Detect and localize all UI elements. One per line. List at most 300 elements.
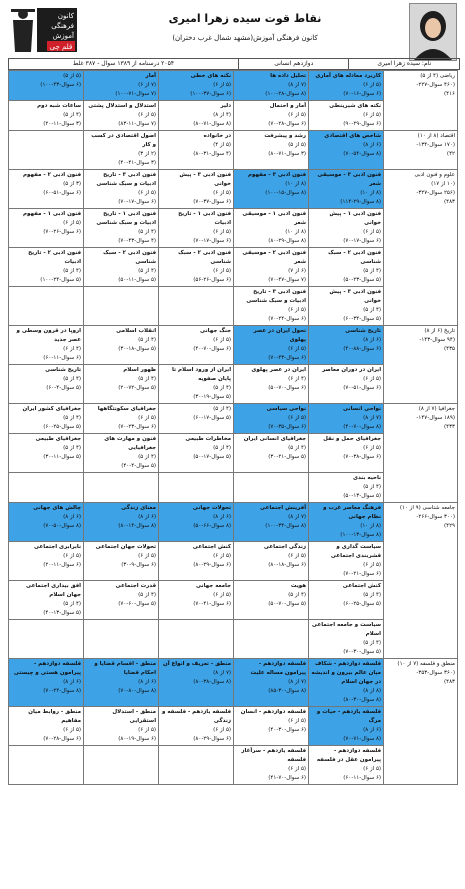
topic-score: (۵ از ۶) xyxy=(213,592,232,598)
topic-name: مخاطرات طبیعی xyxy=(185,436,232,442)
topic-cell xyxy=(309,170,384,209)
topic-score: (۵ از ۶) xyxy=(138,727,157,733)
topic-score: (۶ سوال-۲۹-۸۰) xyxy=(193,736,232,742)
topic-score: (۵ از ۶) xyxy=(213,268,232,274)
topic-cell xyxy=(84,365,159,404)
topic-score: (۵ از ۶) xyxy=(363,229,382,235)
topic-score: (۳ سوال-۱۱-۲۰) xyxy=(43,121,82,127)
topic-cell xyxy=(84,581,159,620)
topic-name: شاخص های اقتصادی xyxy=(324,133,382,139)
topic-score: (۸ سوال-۳۰-۸۵) xyxy=(268,688,307,694)
topic-score: (۶ از ۸) xyxy=(363,337,382,343)
topic-score: (۴ از ۵) xyxy=(363,640,382,646)
subject-text: (۱۷۰ سوال-۱۳۴- xyxy=(416,142,455,148)
topic-cell xyxy=(234,659,309,707)
topic-score: (۶ از ۸) xyxy=(63,679,82,685)
topic-cell xyxy=(84,404,159,434)
topic-score: (۵ از ۶) xyxy=(213,82,232,88)
topic-name: کنش اجتماعی xyxy=(342,583,382,589)
topic-score: (۵ از ۶) xyxy=(363,82,382,88)
topic-name: فنون ادبی ۲ - سبک شناسی xyxy=(103,250,157,265)
topic-score: (۶ از ۷) xyxy=(288,268,307,274)
topic-name: چالش های جهانی xyxy=(33,505,82,511)
topic-name: منطق - اقسام قضایا و احکام قضایا xyxy=(94,661,157,676)
topic-cell xyxy=(9,287,84,326)
topic-score: (۵ از ۶) xyxy=(288,766,307,772)
topic-cell xyxy=(84,71,159,101)
topic-score: (۴ از ۵) xyxy=(138,229,157,235)
topic-name: ایران در دوران معاصر xyxy=(322,367,382,373)
topic-score: (۸ سوال-۱۵-۱۰۰) xyxy=(265,190,307,196)
topic-score: (۶ سوال-۷۰-۴۱) xyxy=(268,775,307,781)
topic-name: فنون ادبی ۲ - مفهوم xyxy=(22,172,82,178)
subject-text: (۲۵۶ سوال-۳۲۷- xyxy=(416,190,455,196)
topic-cell xyxy=(84,542,159,581)
topic-score: (۶ سوال-۳۷-۷۰) xyxy=(193,199,232,205)
topic-score: (۸ سوال-۶۶-۵۰) xyxy=(193,523,232,529)
topic-cell xyxy=(159,473,234,503)
topic-score: (۴ از ۵) xyxy=(363,307,382,313)
report-title: نقاط قوت سیده زهرا امیری xyxy=(168,12,322,25)
topic-score: (۸ سوال-۳۴-۱۰۰) xyxy=(265,523,307,529)
topic-name: فنون ادبی ۳ - پیش خوانی xyxy=(179,172,232,187)
topic-score: (۵ سوال-۱۷-۵۰) xyxy=(193,454,232,460)
topic-cell xyxy=(309,287,384,326)
topic-score: (۵ سوال-۷۲-۲۰) xyxy=(118,385,157,391)
topic-score: (۸ سوال-۲۹-۱۱۴) xyxy=(340,199,382,205)
topic-score: (۴ از ۵) xyxy=(138,376,157,382)
topic-score: (۷ سوال-۷۱-۱۰۰) xyxy=(115,91,157,97)
topic-score: (۸ از ۸) xyxy=(363,688,382,694)
subject-text: (۳۶۰ سوال-۳۵۳- xyxy=(416,670,455,676)
topic-name: نواحی سیاسی xyxy=(266,406,307,412)
topic-cell xyxy=(9,101,84,131)
topic-score: (۵ از ۶) xyxy=(288,415,307,421)
subject-cell xyxy=(384,404,458,503)
topic-score: (۵ از ۴) xyxy=(213,142,232,148)
topic-score: (۶ سوال-۲۹-۸۰) xyxy=(193,562,232,568)
topic-name: افق بیداری اجتماعی جهان اسلام xyxy=(26,583,82,598)
topic-score: (۴ از ۵) xyxy=(138,454,157,460)
topic-score: (۸ سوال-۳۰-۸۰) xyxy=(343,697,382,703)
topic-score: (۸ سوال-۵۰-۷۰) xyxy=(43,523,82,529)
topic-name: فلسفه یازدهم - حیات و مرگ xyxy=(316,709,382,724)
topic-cell xyxy=(309,707,384,746)
topic-cell xyxy=(309,434,384,473)
topic-name: اصول اقتصادی در کسب و کار xyxy=(91,133,157,148)
topic-score: (۴ از ۵) xyxy=(288,445,307,451)
strengths-table xyxy=(8,70,458,785)
topic-name: ظهور اسلام xyxy=(123,367,157,373)
topic-name: فنون و مهارت های جغرافیایی xyxy=(104,436,157,451)
topic-score: (۵ سوال-۲۵-۶۰) xyxy=(343,601,382,607)
topic-score: (۵ سوال-۳۴-۶۰) xyxy=(343,316,382,322)
topic-score: (۴ از ۵) xyxy=(63,268,82,274)
topic-name: آمار و احتمال xyxy=(269,103,307,109)
topic-name: نابرابری اجتماعی xyxy=(33,544,82,550)
topic-name: رشد و پیشرفت xyxy=(264,133,307,139)
topic-score: (۵ از ۶) xyxy=(363,112,382,118)
topic-cell xyxy=(234,170,309,209)
topic-score: (۶ سوال-۱۱-۲۰) xyxy=(43,562,82,568)
topic-score: (۵ از ۶) xyxy=(363,376,382,382)
topic-name: قدرت اجتماعی xyxy=(115,583,157,589)
topic-cell xyxy=(234,746,309,785)
topic-score: (۶ سوال-۱۷-۷۰) xyxy=(193,238,232,244)
topic-score: (۴ از ۶) xyxy=(288,376,307,382)
topic-score: (۵ از ۶) xyxy=(138,553,157,559)
topic-score: (۴ سوال-۳۱-۸۰) xyxy=(193,151,232,157)
student-stats: ۲۰۵۴ درسنامه از ۱۳۸۹ سوال - ۳۸۷ غلط xyxy=(72,60,175,67)
topic-cell xyxy=(234,131,309,170)
topic-cell xyxy=(9,473,84,503)
topic-name: منطق - روابط میان مفاهیم xyxy=(28,709,82,724)
topic-score: (۶ از ۸) xyxy=(63,514,82,520)
table-row xyxy=(9,131,458,170)
topic-name: تحلیل داده ها xyxy=(270,73,307,79)
topic-score: (۳ سوال-۷۱-۸۰) xyxy=(268,151,307,157)
topic-score: (۸ سوال-۷۱-۷۰) xyxy=(343,736,382,742)
topic-score: (۶ سوال-۱۶-۷۰) xyxy=(343,91,382,97)
topic-cell xyxy=(159,131,234,170)
topic-score: (۷ از ۸) xyxy=(288,82,307,88)
student-photo xyxy=(409,3,457,61)
topic-score: (۶ سوال-۳۵-۷۰) xyxy=(268,424,307,430)
topic-score: (۷ سوال-۴۷-۷۰) xyxy=(268,277,307,283)
topic-cell xyxy=(159,581,234,620)
topic-score: (۵ سوال-۱۱-۳۰) xyxy=(43,454,82,460)
topic-score: (۸ سوال-۲۴-۷۰) xyxy=(43,688,82,694)
topic-score: (۶ از ۸) xyxy=(363,727,382,733)
subject-text: (۳۰۰ سوال-۲۶۶- xyxy=(416,514,455,520)
topic-score: (۴ از ۸) xyxy=(213,112,232,118)
topic-cell xyxy=(159,542,234,581)
topic-score: (۷ از ۸) xyxy=(363,415,382,421)
topic-score: (۵ از ۶) xyxy=(213,337,232,343)
topic-name: فلسفه دوازدهم - پیرامون هستی و چیستی xyxy=(13,661,82,676)
topic-name: جامعه جهانی xyxy=(195,583,232,589)
topic-cell xyxy=(309,503,384,542)
topic-cell xyxy=(84,659,159,707)
topic-cell xyxy=(234,287,309,326)
topic-cell xyxy=(159,434,234,473)
topic-cell xyxy=(9,503,84,542)
topic-score: (۵ از ۶) xyxy=(138,415,157,421)
topic-cell xyxy=(309,620,384,659)
subject-text: تاریخ (۶ از ۸) xyxy=(424,328,455,334)
topic-cell xyxy=(84,434,159,473)
topic-score: (۸ از ۱۰) xyxy=(360,190,382,196)
topic-score: (۸ از ۱۰) xyxy=(285,181,307,187)
topic-name: فنون ادبی ۲ - سبک شناسی xyxy=(178,250,232,265)
topic-score: (۶ از ۸) xyxy=(213,514,232,520)
topic-name: فنون ادبی ۲ - موسیقی شعر xyxy=(242,250,307,265)
topic-name: منطق - تعریف و انواع آن xyxy=(163,661,232,667)
table-row xyxy=(9,170,458,209)
subject-text: جغرافیا (۷ از ۸) xyxy=(418,406,455,412)
report-subtitle: کانون فرهنگی آموزش(مشهد شمال غرب دختران) xyxy=(172,34,318,42)
topic-cell xyxy=(9,581,84,620)
topic-name: کاربرد معادله های آماری xyxy=(315,73,382,79)
topic-score: (۵ از ۶) xyxy=(138,112,157,118)
topic-score: (۵ از ۶) xyxy=(213,190,232,196)
topic-name: کنش اجتماعی xyxy=(192,544,232,550)
topic-cell xyxy=(9,248,84,287)
subject-cell xyxy=(384,326,458,404)
topic-name: فنون ادبی ۱ - تاریخ ادبیات و سبک شناسی xyxy=(96,211,157,226)
table-row xyxy=(9,503,458,542)
topic-score: (۵ از ۶) xyxy=(288,718,307,724)
topic-cell xyxy=(159,287,234,326)
topic-score: (۵ سوال-۱۳-۴۰) xyxy=(43,610,82,616)
svg-text:آموزش: آموزش xyxy=(52,32,74,40)
topic-score: (۵ سوال-۲۳-۵۰) xyxy=(343,277,382,283)
subject-text: ۴۲۹) xyxy=(443,523,455,529)
topic-score: (۶ سوال-۲۱-۷۰) xyxy=(343,571,382,577)
topic-score: (۶ سوال-۳۸-۷۰) xyxy=(343,454,382,460)
topic-name: فنون ادبی ۱ - مفهوم xyxy=(22,211,82,217)
topic-score: (۶ سوال-۱۸-۸۰) xyxy=(268,562,307,568)
topic-score: (۶ سوال-۳۷-۱۰۰) xyxy=(190,91,232,97)
topic-cell xyxy=(309,542,384,581)
table-row xyxy=(9,326,458,365)
topic-score: (۶ سوال-۷۰-۴۰) xyxy=(193,346,232,352)
topic-cell xyxy=(159,209,234,248)
subject-text: (۴۶۰ سوال-۲۲۷- xyxy=(416,82,455,88)
topic-score: (۶ سوال-۷۰-۵۰) xyxy=(268,385,307,391)
topic-score: (۵ سوال-۲۵-۶۰) xyxy=(43,424,82,430)
topic-name: فنون ادبی ۳ - تاریخ ادبیات و سبک شناسی xyxy=(246,289,307,304)
topic-score: (۶ سوال-۱۱-۶۰) xyxy=(43,355,82,361)
subject-text: ۴۱۶) xyxy=(443,91,455,97)
subject-cell xyxy=(384,131,458,170)
topic-name: آفرینش اجتماعی xyxy=(260,505,307,511)
topic-name: تاریخ شناسی xyxy=(345,328,382,334)
topic-name: فنون ادبی ۱ - پیش خوانی xyxy=(329,211,382,226)
topic-score: (۶ سوال-۲۴-۷۰) xyxy=(268,316,307,322)
topic-name: استدلال و استدلال پشتی xyxy=(88,103,157,109)
topic-score: (۵ از ۶) xyxy=(138,190,157,196)
topic-score: (۴ از ۵) xyxy=(138,337,157,343)
topic-score: (۶ از ۸) xyxy=(138,514,157,520)
topic-name: جغرافیای سکونتگاهها xyxy=(97,406,157,412)
subject-text: ۴۲) xyxy=(446,151,455,157)
topic-name: تحولات جهانی xyxy=(192,505,232,511)
topic-name: انقلاب اسلامی xyxy=(116,328,157,334)
topic-score: (۴ سوال-۴۳-۷۰) xyxy=(118,238,157,244)
topic-score: (۶ سوال-۸۸-۴۰) xyxy=(343,346,382,352)
kanoon-logo xyxy=(7,4,79,56)
topic-cell xyxy=(9,620,84,659)
topic-name: اروپا در قرون وسطی و عصر جدید xyxy=(16,328,82,343)
topic-cell xyxy=(234,326,309,365)
topic-score: (۵ از ۶) xyxy=(63,220,82,226)
topic-score: (۵ سوال-۶۰-۷۰) xyxy=(118,601,157,607)
topic-name: زندگی اجتماعی xyxy=(263,544,307,550)
topic-cell xyxy=(84,287,159,326)
topic-cell xyxy=(159,707,234,746)
topic-score: (۵ از ۶) xyxy=(213,553,232,559)
topic-score: (۵ سوال-۲۱-۳۰) xyxy=(268,454,307,460)
topic-score: (۶ سوال-۲۸-۷۰) xyxy=(43,736,82,742)
topic-cell xyxy=(234,581,309,620)
topic-cell xyxy=(159,326,234,365)
topic-name: منطق - استدلال استقرایی xyxy=(112,709,157,724)
topic-name: فلسفه دوازدهم - پیرامون عقل در فلسفه xyxy=(316,748,382,763)
subject-text: علوم و فنون ادبی xyxy=(414,172,455,178)
topic-score: (۷ از ۸) xyxy=(288,679,307,685)
topic-cell xyxy=(159,404,234,434)
topic-cell xyxy=(309,326,384,365)
topic-cell xyxy=(234,209,309,248)
topic-cell xyxy=(234,101,309,131)
table-row xyxy=(9,659,458,707)
topic-score: (۴ از ۵) xyxy=(363,592,382,598)
topic-name: فنون ادبی ۳ - پیش خوانی xyxy=(329,289,382,304)
topic-name: فلسفه دوازدهم - انسان xyxy=(240,709,307,715)
topic-cell xyxy=(234,434,309,473)
topic-cell xyxy=(84,248,159,287)
topic-name: جغرافیای طبیعی xyxy=(35,436,82,442)
topic-cell xyxy=(9,209,84,248)
topic-name: معنای زندگی xyxy=(121,505,157,511)
subject-text: ۴۳۳) xyxy=(443,424,455,430)
topic-score: (۶ سوال-۴۳-۷۰) xyxy=(268,355,307,361)
topic-score: (۶ سوال-۲۹-۹۰) xyxy=(343,121,382,127)
topic-name: ایران در عصر پهلوی xyxy=(251,367,307,373)
topic-name: آمار xyxy=(145,73,157,79)
topic-cell xyxy=(84,101,159,131)
topic-cell xyxy=(309,581,384,620)
topic-cell xyxy=(234,707,309,746)
topic-name: سیاست گذاری و قشربندی اجتماعی xyxy=(330,544,382,559)
topic-name: فنون ادبی ۱ - موسیقی شعر xyxy=(242,211,307,226)
topic-score: (۵ از ۶) xyxy=(213,229,232,235)
topic-cell xyxy=(159,71,234,101)
subject-cell xyxy=(384,503,458,659)
topic-score: (۷ از ۸) xyxy=(213,670,232,676)
topic-name: نکته های خطی xyxy=(190,73,232,79)
topic-cell xyxy=(234,473,309,503)
topic-score: (۸ سوال-۲۸-۱۰۰) xyxy=(265,91,307,97)
topic-name: تحولات جهان اجتماعی xyxy=(95,544,157,550)
topic-score: (۵ سوال-۳۰-۷۰) xyxy=(343,649,382,655)
topic-score: (۶ از ۸) xyxy=(363,142,382,148)
topic-score: (۴ از ۵) xyxy=(63,376,82,382)
topic-name: ساعات شبه دوم xyxy=(37,103,82,109)
table-row xyxy=(9,404,458,434)
topic-name: فنون ادبی ۳ - موسیقی شعر xyxy=(317,172,382,187)
topic-score: (۵ سوال-۲۴-۱۰۰) xyxy=(40,277,82,283)
topic-cell xyxy=(309,101,384,131)
topic-name: فلسفه دوازدهم - شکاف میان عالم بیرون و اندیشه در جهان اسلام xyxy=(311,661,382,685)
student-grade: دوازدهم انسانی xyxy=(238,59,349,69)
topic-name: فرهنگ معاصر غرب و نظام جهانی xyxy=(323,505,382,520)
topic-score: (۶ سوال-۱۹-۸۰) xyxy=(118,736,157,742)
subject-text: جامعه شناسی (۹ از ۱۰) xyxy=(399,505,455,511)
topic-cell xyxy=(309,365,384,404)
topic-score: (۸ از ۱۰) xyxy=(285,229,307,235)
subject-cell xyxy=(384,170,458,326)
topic-score: (۴ از ۵) xyxy=(63,415,82,421)
topic-cell xyxy=(9,746,84,785)
topic-name: تحول ایران در عصر پهلوی xyxy=(253,328,307,343)
topic-cell xyxy=(309,404,384,434)
topic-name: در خانواده xyxy=(203,133,232,139)
topic-cell xyxy=(234,248,309,287)
topic-score: (۲ از ۳) xyxy=(138,151,157,157)
topic-cell xyxy=(9,434,84,473)
topic-cell xyxy=(234,365,309,404)
topic-score: (۴ از ۵) xyxy=(363,268,382,274)
topic-score: (۸ سوال-۸۰-۷۰) xyxy=(118,688,157,694)
subject-text: ریاضی (۴ از ۵) xyxy=(420,73,455,79)
topic-name: فلسفه یازدهم - سرآغاز فلسفه xyxy=(241,748,307,763)
topic-name: نکته های شیرینطی xyxy=(329,103,382,109)
topic-score: (۵ از ۶) xyxy=(63,553,82,559)
topic-score: (۷ از ۸) xyxy=(288,514,307,520)
topic-score: (۵ سوال-۴-۶۰) xyxy=(46,385,82,391)
topic-score: (۶ سوال-۴۳-۱۰۰) xyxy=(40,82,82,88)
topic-cell xyxy=(159,248,234,287)
topic-score: (۵ از ۶) xyxy=(288,112,307,118)
subject-text: اقتصاد (۸ از ۱۰) xyxy=(417,133,455,139)
topic-cell xyxy=(84,170,159,209)
topic-cell xyxy=(159,746,234,785)
topic-score: (۸ سوال-۱۳-۱۰۰) xyxy=(340,532,382,538)
topic-cell xyxy=(9,404,84,434)
topic-cell xyxy=(159,101,234,131)
topic-score: (۴ از ۵) xyxy=(213,385,232,391)
topic-cell xyxy=(309,659,384,707)
topic-score: (۶ سوال-۲۶-۷۰) xyxy=(43,229,82,235)
topic-cell xyxy=(159,365,234,404)
topic-score: (۵ سوال-۱۸-۳۰) xyxy=(118,346,157,352)
topic-cell xyxy=(84,620,159,659)
topic-cell xyxy=(309,248,384,287)
topic-name: تاریخ شناسی xyxy=(45,367,82,373)
topic-name: دلیر xyxy=(220,103,232,109)
topic-score: (۶ سوال-۲۶-۵۶) xyxy=(193,277,232,283)
topic-score: (۵ از ۶) xyxy=(63,727,82,733)
topic-cell xyxy=(84,503,159,542)
topic-cell xyxy=(84,209,159,248)
topic-score: (۶ سوال-۲۸-۷۰) xyxy=(268,121,307,127)
topic-score: (۴ از ۵) xyxy=(138,268,157,274)
topic-name: سیاست و جامعه اجتماعی اسلام xyxy=(311,622,382,637)
topic-name: ایران از ورود اسلام تا پایان صفویه xyxy=(171,367,232,382)
topic-score: (۶ سوال-۵۱-۷۰) xyxy=(343,385,382,391)
topic-score: (۵ از ۶) xyxy=(363,766,382,772)
topic-cell xyxy=(234,71,309,101)
topic-score: (۴ از ۵) xyxy=(288,592,307,598)
subject-text: ۴۸۳) xyxy=(443,679,455,685)
topic-score: (۴ از ۵) xyxy=(213,445,232,451)
topic-cell xyxy=(9,542,84,581)
topic-score: (۴ از ۵) xyxy=(363,484,382,490)
topic-score: (۸ سوال-۷۱-۸۰) xyxy=(193,121,232,127)
student-name: نام: سیده زهرا امیری xyxy=(348,59,459,69)
topic-score: (۴ از ۵) xyxy=(213,406,232,412)
subject-text: (۱۰ از ۱۷) xyxy=(431,181,455,187)
topic-score: (۵ از ۶) xyxy=(288,346,307,352)
topic-score: (۶ سوال-۱۷-۷۰) xyxy=(343,238,382,244)
topic-score: (۵ از ۵) xyxy=(63,73,82,79)
topic-cell xyxy=(84,707,159,746)
topic-cell xyxy=(159,170,234,209)
topic-cell xyxy=(309,473,384,503)
topic-name: فنون ادبی ۱ - تاریخ ادبیات xyxy=(178,211,232,226)
